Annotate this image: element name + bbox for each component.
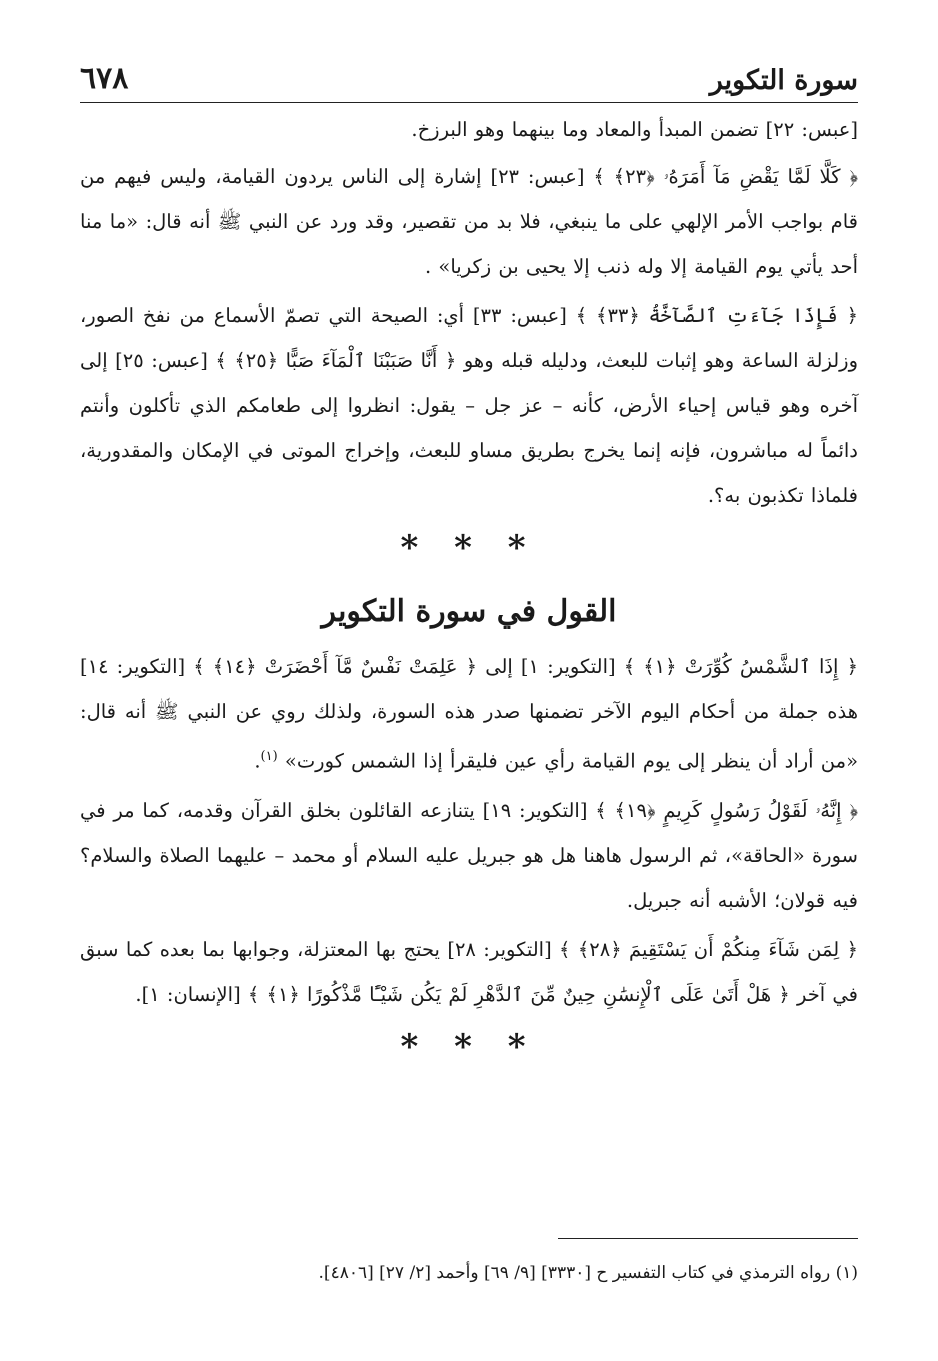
section-title: القول في سورة التكوير [321,594,617,629]
paragraph: ﴿ فَإِذَا جَآءَتِ ٱلصَّآخَّةُ ﴿٣٣﴾ ﴾ [عبس: ٣٣] أي: الصيحة التي تصمّ الأسماع من نفخ الصور، وزلزلة الساعة وهو إثبات للبعث، ودليله قبله وهو ﴿ أَنَّا صَبَبْنَا ٱلْمَآءَ صَبًّا ﴿٢٥﴾ ﴾ [عبس: ٢٥] إلى آخره وهو قياس إحياء الأرض، كأنه – عز جل – يقول: انظروا إلى طعامكم الذي تأكلون وأنتم دائماً له مباشرون، فإنه إنما يخرج بطريق مساو للبعث، وإخراج الموتى في الإمكان والمقدورية، فلماذا تكذبون به؟. [80,304,858,507]
paragraph: ﴿ لِمَن شَآءَ مِنكُمْ أَن يَسْتَقِيمَ ﴿٢٨﴾ ﴾ [التكوير: ٢٨] يحتج بها المعتزلة، وجوابها بما بعده كما سبق في آخر ﴿ هَلْ أَتَىٰ عَلَى ٱلْإِنسَٰنِ حِينٌ مِّنَ ٱلدَّهْرِ لَمْ يَكُن شَيْـًٔا مَّذْكُورًا ﴿١﴾ ﴾ [الإنسان: ١]. [80,937,858,1006]
footnote: (١) رواه الترمذي في كتاب التفسير ح [٣٣٣٠] [٩/ ٦٩] وأحمد [٢/ ٢٧] [٤٨٠٦]. [318,1263,858,1283]
section-separator: * * * [400,528,538,568]
paragraph-tail: . [254,749,261,773]
page-number: ٦٧٨ [80,61,129,96]
paragraph: ﴿ كَلَّا لَمَّا يَقْضِ مَآ أَمَرَهُۥ ﴿٢٣﴾ ﴾ [عبس: ٢٣] إشارة إلى الناس يردون القيامة، وليس فيهم من قام بواجب الأمر الإلهي على ما ينبغي، فلا بد من تقصير، وقد ورد عن النبي ﷺ أنه قال: «ما منا أحد يأتي يوم القيامة إلا وله ذنب إلا يحيى بن زكريا» . [80,165,859,278]
page-body [80,110,858,1089]
paragraph: ﴿ إِنَّهُۥ لَقَوْلُ رَسُولٍ كَرِيمٍ ﴿١٩﴾ ﴾ [التكوير: ١٩] يتنازعه القائلون بخلق القرآن وقدمه، كما مر في سورة «الحاقة»، ثم الرسول هاهنا هل هو جبريل عليه السلام أو محمد – عليهما الصلاة والسلام؟ فيه قولان؛ الأشبه أنه جبريل. [80,798,859,912]
section-separator: * * * [400,1026,538,1067]
paragraph: [عبس: ٢٢] تضمن المبدأ والمعاد وما بينهما وهو البرزخ. [411,118,858,141]
footnote-divider [558,1238,858,1239]
paragraph-text: ﴿ إِذَا ٱلشَّمْسُ كُوِّرَتْ ﴿١﴾ ﴾ [التكوير: ١] إلى ﴿ عَلِمَتْ نَفْسٌ مَّآ أَحْضَرَتْ ﴿١٤﴾ ﴾ [التكوير: ١٤] هذه جملة من أحكام اليوم الآخر تضمنها صدر هذه السورة، ولذلك روي عن النبي ﷺ أنه قال: «من أراد أن ينظر إلى يوم القيامة رأي عين فليقرأ إذا الشمس كورت» [80,655,858,773]
running-title: سورة التكوير [709,65,858,96]
paragraph [80,644,858,784]
footnote-marker: (١) [260,749,278,764]
page-header [80,48,858,103]
